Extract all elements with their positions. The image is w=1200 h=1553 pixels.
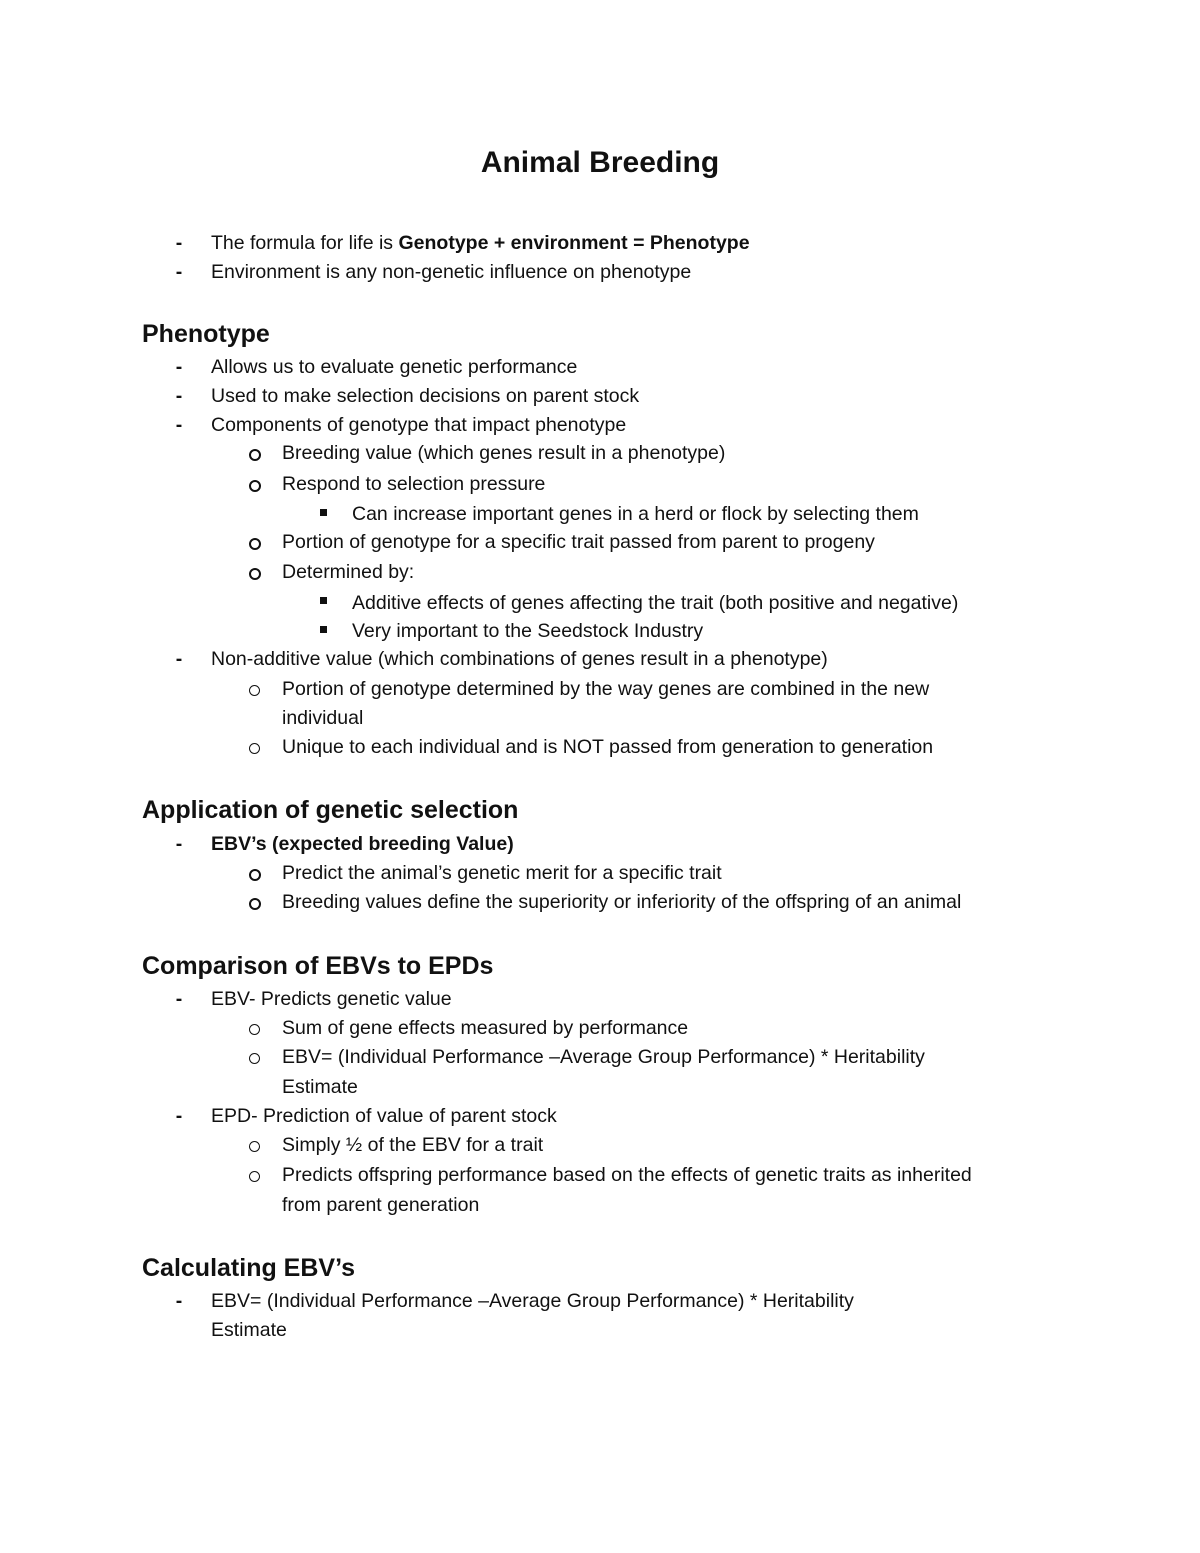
list-item: Simply ½ of the EBV for a trait bbox=[282, 1134, 544, 1156]
dash-bullet: - bbox=[175, 1290, 183, 1312]
list-item: EBV- Predicts genetic value bbox=[211, 988, 452, 1010]
list-item: Additive effects of genes affecting the trait (both positive and negative) bbox=[352, 592, 959, 614]
ring-bullet-icon bbox=[249, 743, 260, 754]
list-item: EPD- Prediction of value of parent stock bbox=[211, 1105, 557, 1127]
ring-bullet-icon bbox=[249, 1053, 260, 1064]
formula-prefix: The formula for life is bbox=[211, 232, 399, 254]
list-item: Non-additive value (which combinations of genes result in a phenotype) bbox=[211, 648, 828, 670]
ring-bullet-icon bbox=[249, 685, 260, 696]
list-item: Determined by: bbox=[282, 561, 415, 583]
heading-phenotype: Phenotype bbox=[142, 320, 270, 348]
list-item-continued: Estimate bbox=[282, 1076, 358, 1098]
list-item: Components of genotype that impact phenotype bbox=[211, 414, 627, 436]
ring-bullet-icon bbox=[249, 898, 261, 910]
heading-comparison: Comparison of EBVs to EPDs bbox=[142, 952, 494, 980]
list-item: Allows us to evaluate genetic performance bbox=[211, 356, 578, 378]
formula-bold: Genotype + environment = Phenotype bbox=[398, 232, 750, 254]
list-item: Predicts offspring performance based on the effects of genetic traits as inherited bbox=[282, 1164, 972, 1186]
formula-line bbox=[211, 229, 750, 257]
ring-bullet-icon bbox=[249, 449, 261, 461]
ring-bullet-icon bbox=[249, 869, 261, 881]
list-item-continued: Estimate bbox=[211, 1319, 287, 1341]
list-item: Breeding value (which genes result in a phenotype) bbox=[282, 442, 726, 464]
heading-application: Application of genetic selection bbox=[142, 796, 519, 824]
dash-bullet: - bbox=[175, 988, 183, 1010]
list-item: EBV= (Individual Performance –Average Group Performance) * Heritability bbox=[282, 1046, 925, 1068]
environment-line: Environment is any non-genetic influence on phenotype bbox=[211, 261, 692, 283]
ring-bullet-icon bbox=[249, 568, 261, 580]
ring-bullet-icon bbox=[249, 480, 261, 492]
list-item: Very important to the Seedstock Industry bbox=[352, 620, 704, 642]
dash-bullet: - bbox=[175, 414, 183, 436]
list-item: Portion of genotype determined by the way genes are combined in the new bbox=[282, 678, 930, 700]
dash-bullet: - bbox=[175, 385, 183, 407]
list-item: Breeding values define the superiority or inferiority of the offspring of an animal bbox=[282, 891, 962, 913]
square-bullet-icon bbox=[320, 597, 327, 604]
dash-bullet: - bbox=[175, 1105, 183, 1127]
list-item: Predict the animal’s genetic merit for a specific trait bbox=[282, 862, 722, 884]
list-item: EBV’s (expected breeding Value) bbox=[211, 833, 514, 855]
list-item: Unique to each individual and is NOT passed from generation to generation bbox=[282, 736, 934, 758]
square-bullet-icon bbox=[320, 509, 327, 516]
square-bullet-icon bbox=[320, 626, 327, 633]
page-title: Animal Breeding bbox=[480, 146, 720, 179]
list-item: Respond to selection pressure bbox=[282, 473, 546, 495]
list-item: Portion of genotype for a specific trait passed from parent to progeny bbox=[282, 531, 875, 553]
ring-bullet-icon bbox=[249, 1024, 260, 1035]
list-item-continued: individual bbox=[282, 707, 364, 729]
heading-calculating: Calculating EBV’s bbox=[142, 1254, 356, 1282]
list-item: EBV= (Individual Performance –Average Group Performance) * Heritability bbox=[211, 1290, 854, 1312]
list-item-continued: from parent generation bbox=[282, 1194, 480, 1216]
list-item: Can increase important genes in a herd or flock by selecting them bbox=[352, 503, 919, 525]
dash-bullet: - bbox=[175, 833, 183, 855]
ring-bullet-icon bbox=[249, 538, 261, 550]
list-item: Used to make selection decisions on parent stock bbox=[211, 385, 640, 407]
dash-bullet: - bbox=[175, 648, 183, 670]
dash-bullet: - bbox=[175, 261, 183, 283]
ring-bullet-icon bbox=[249, 1141, 260, 1152]
list-item: Sum of gene effects measured by performance bbox=[282, 1017, 689, 1039]
dash-bullet: - bbox=[175, 356, 183, 378]
ring-bullet-icon bbox=[249, 1171, 260, 1182]
dash-bullet: - bbox=[175, 232, 183, 254]
